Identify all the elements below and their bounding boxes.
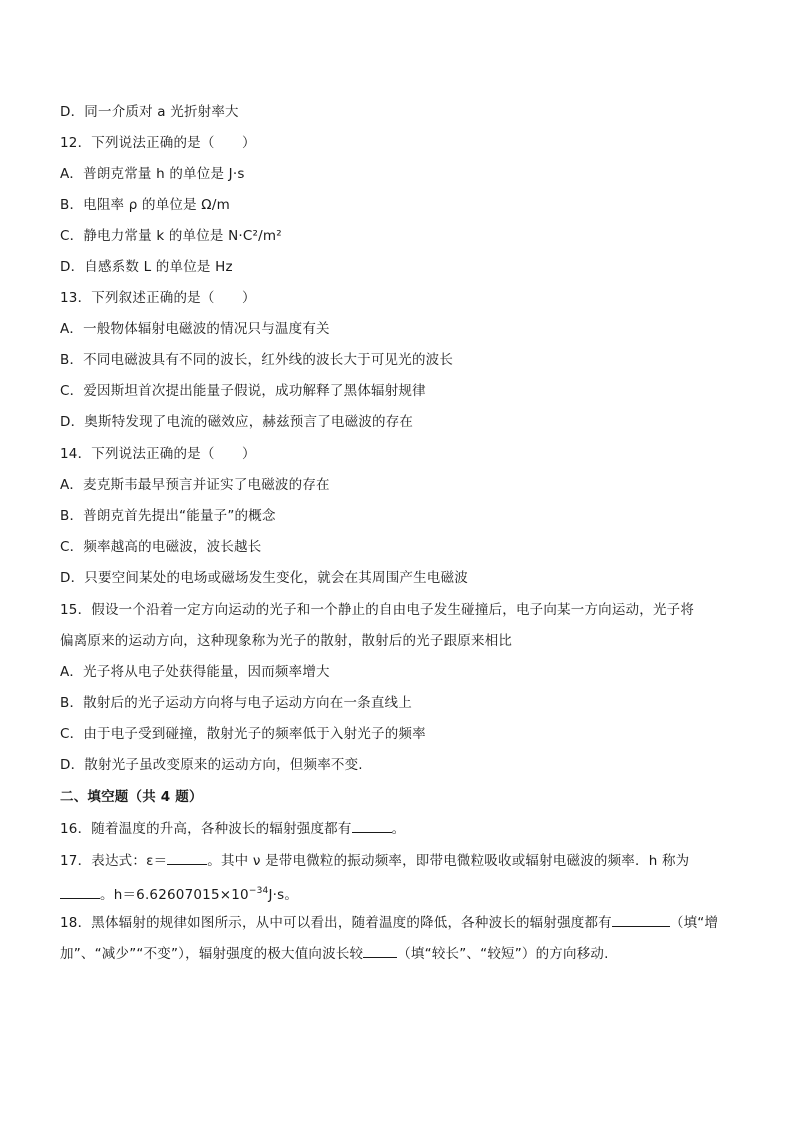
q18-text-before-blank: 18．黑体辐射的规律如图所示，从中可以看出，随着温度的降低，各种波长的辐射强度都有	[60, 915, 612, 931]
q16-stem	[60, 818, 740, 839]
q17-planck-value: 。h＝6.62607015×10	[100, 887, 249, 903]
q11-option-d: D．同一介质对 a 光折射率大	[60, 104, 239, 120]
q13-stem: 13．下列叙述正确的是（ ）	[60, 290, 256, 306]
q15-option-d: D．散射光子虽改变原来的运动方向，但频率不变.	[60, 757, 363, 773]
q14-option-c: C．频率越高的电磁波，波长越长	[60, 539, 262, 555]
q18-line2-before-blank: 加”、“减少”“不变”），辐射强度的极大值向波长较	[60, 946, 364, 962]
q18-line2-after-blank: （填“较长”、“较短”）的方向移动.	[397, 946, 609, 962]
q16-text-before-blank: 16．随着温度的升高，各种波长的辐射强度都有	[60, 821, 352, 837]
q17-exponent: −34	[248, 886, 269, 896]
q14-option-d: D．只要空间某处的电场或磁场发生变化，就会在其周围产生电磁波	[60, 570, 468, 586]
q12-option-d: D．自感系数 L 的单位是 Hz	[60, 259, 233, 275]
q15-option-b: B．散射后的光子运动方向将与电子运动方向在一条直线上	[60, 695, 412, 711]
q12-option-a: A．普朗克常量 h 的单位是 J·s	[60, 166, 245, 182]
q13-option-a: A．一般物体辐射电磁波的情况只与温度有关	[60, 321, 330, 337]
section-heading-fill-in: 二、填空题（共 4 题）	[60, 789, 203, 805]
q18-answer-blank-1[interactable]	[612, 912, 670, 927]
q12-option-b: B．电阻率 ρ 的单位是 Ω/m	[60, 197, 230, 213]
q17-text-middle: 。其中 ν 是带电微粒的振动频率，即带电微粒吸收或辐射电磁波的频率．h 称为	[207, 853, 690, 869]
q17-unit: J·s。	[268, 887, 299, 903]
q16-answer-blank[interactable]	[352, 818, 392, 833]
q17-text-before-blank: 17．表达式：ε＝	[60, 853, 168, 869]
q18-stem-line2	[60, 943, 740, 964]
q17-answer-blank-1[interactable]	[167, 850, 207, 865]
q18-text-after-blank: （填“增	[669, 915, 719, 931]
q17-answer-blank-2[interactable]	[60, 884, 100, 899]
q15-option-c: C．由于电子受到碰撞，散射光子的频率低于入射光子的频率	[60, 726, 426, 742]
q14-option-b: B．普朗克首先提出“能量子”的概念	[60, 508, 276, 524]
q13-option-c: C．爱因斯坦首次提出能量子假说，成功解释了黑体辐射规律	[60, 383, 426, 399]
q17-stem-line2	[60, 881, 740, 905]
q14-stem: 14．下列说法正确的是（ ）	[60, 446, 256, 462]
q12-stem: 12．下列说法正确的是（ ）	[60, 135, 256, 151]
q16-text-after-blank: 。	[391, 821, 406, 837]
q13-option-b: B．不同电磁波具有不同的波长，红外线的波长大于可见光的波长	[60, 352, 454, 368]
q12-option-c: C．静电力常量 k 的单位是 N·C²/m²	[60, 228, 282, 244]
q14-option-a: A．麦克斯韦最早预言并证实了电磁波的存在	[60, 477, 330, 493]
q15-option-a: A．光子将从电子处获得能量，因而频率增大	[60, 664, 330, 680]
q18-answer-blank-2[interactable]	[363, 943, 397, 958]
q17-stem-line1	[60, 850, 740, 871]
q15-stem-line2: 偏离原来的运动方向，这种现象称为光子的散射，散射后的光子跟原来相比	[60, 633, 513, 649]
q18-stem-line1	[60, 912, 740, 933]
q13-option-d: D．奥斯特发现了电流的磁效应，赫兹预言了电磁波的存在	[60, 414, 414, 430]
q15-stem-line1: 15．假设一个沿着一定方向运动的光子和一个静止的自由电子发生碰撞后，电子向某一方向运动，光子将	[60, 602, 695, 618]
